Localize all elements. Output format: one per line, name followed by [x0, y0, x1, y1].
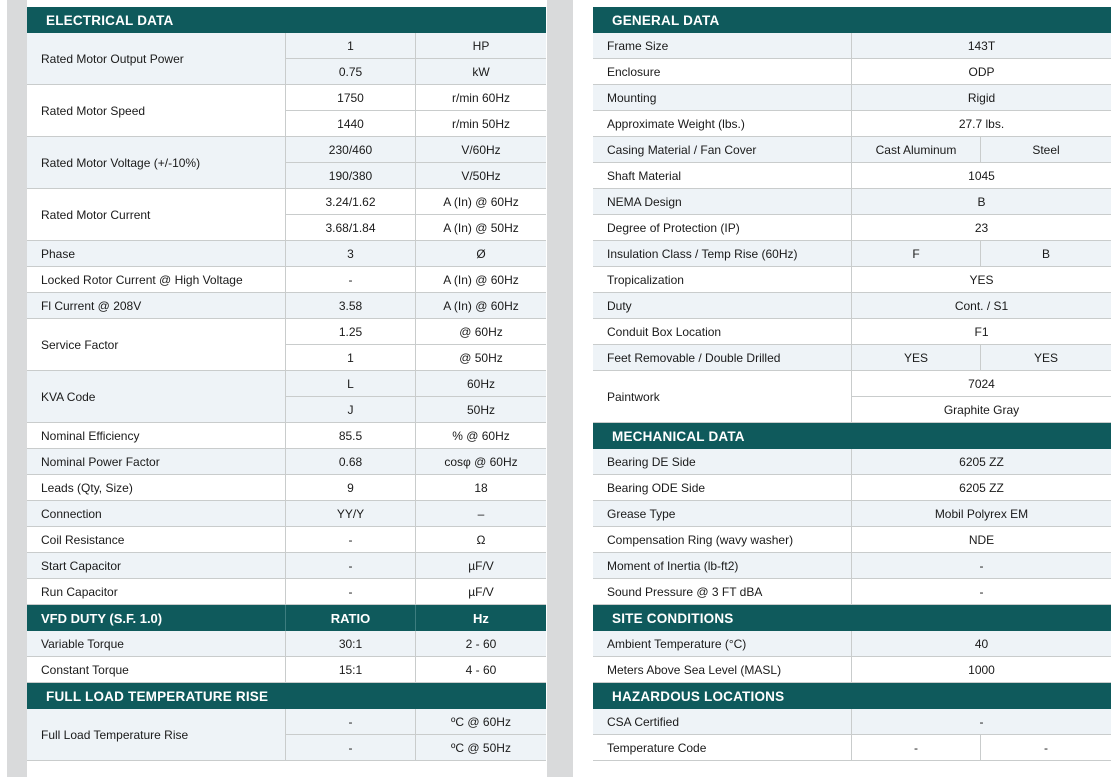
row-label: Approximate Weight (lbs.) — [593, 111, 852, 137]
row-value: Rigid — [852, 85, 1111, 111]
row-value: NDE — [852, 527, 1111, 553]
row-value: Cont. / S1 — [852, 293, 1111, 319]
row-unit: r/min 60Hz — [416, 85, 546, 111]
row-unit: ºC @ 50Hz — [416, 735, 546, 761]
row-value: 0.68 — [286, 449, 416, 475]
row-value: 1 — [286, 33, 416, 59]
row-value: - — [852, 553, 1111, 579]
row-label: Run Capacitor — [27, 579, 286, 605]
row-value: 40 — [852, 631, 1111, 657]
vfd-header-cell: Hz — [416, 605, 546, 631]
row-value: 0.75 — [286, 59, 416, 85]
row-value: J — [286, 397, 416, 423]
row-label: Enclosure — [593, 59, 852, 85]
row-label: Nominal Power Factor — [27, 449, 286, 475]
row-label: Rated Motor Current — [27, 189, 286, 241]
row-value: 1 — [286, 345, 416, 371]
row-label: CSA Certified — [593, 709, 852, 735]
row-value: 3.68/1.84 — [286, 215, 416, 241]
row-unit: – — [416, 501, 546, 527]
row-unit: µF/V — [416, 553, 546, 579]
row-label: Conduit Box Location — [593, 319, 852, 345]
vfd-header-cell: RATIO — [286, 605, 416, 631]
row-value: F — [852, 241, 981, 267]
row-label: Duty — [593, 293, 852, 319]
site-conditions-header: SITE CONDITIONS — [593, 605, 1111, 631]
row-value: 3.24/1.62 — [286, 189, 416, 215]
left-spec-panel — [27, 7, 546, 761]
temperature-rise-header: FULL LOAD TEMPERATURE RISE — [27, 683, 546, 709]
row-value: 15:1 — [286, 657, 416, 683]
spec-table — [593, 709, 1111, 761]
right-spec-panel — [593, 7, 1111, 761]
row-label: Shaft Material — [593, 163, 852, 189]
row-value: Graphite Gray — [852, 397, 1111, 423]
row-label: Paintwork — [593, 371, 852, 423]
center-gutter — [547, 0, 573, 777]
row-value: B — [852, 189, 1111, 215]
row-value: 230/460 — [286, 137, 416, 163]
row-unit: ºC @ 60Hz — [416, 709, 546, 735]
row-label: Tropicalization — [593, 267, 852, 293]
row-unit: A (In) @ 50Hz — [416, 215, 546, 241]
row-unit: A (In) @ 60Hz — [416, 267, 546, 293]
row-label: Insulation Class / Temp Rise (60Hz) — [593, 241, 852, 267]
row-label: Degree of Protection (IP) — [593, 215, 852, 241]
spec-table — [593, 449, 1111, 605]
row-unit: A (In) @ 60Hz — [416, 189, 546, 215]
row-label: Frame Size — [593, 33, 852, 59]
row-label: Rated Motor Speed — [27, 85, 286, 137]
hazardous-locations-header: HAZARDOUS LOCATIONS — [593, 683, 1111, 709]
row-label: Rated Motor Voltage (+/-10%) — [27, 137, 286, 189]
row-value: 6205 ZZ — [852, 475, 1111, 501]
row-value: 30:1 — [286, 631, 416, 657]
row-unit: Steel — [981, 137, 1111, 163]
row-value: - — [286, 553, 416, 579]
row-value: L — [286, 371, 416, 397]
row-unit: % @ 60Hz — [416, 423, 546, 449]
row-value: 1.25 — [286, 319, 416, 345]
row-label: Sound Pressure @ 3 FT dBA — [593, 579, 852, 605]
row-value: - — [286, 735, 416, 761]
row-value: - — [286, 579, 416, 605]
row-unit: - — [981, 735, 1111, 761]
row-unit: µF/V — [416, 579, 546, 605]
row-unit: @ 50Hz — [416, 345, 546, 371]
row-unit: 18 — [416, 475, 546, 501]
vfd-header-cell: VFD DUTY (S.F. 1.0) — [27, 605, 286, 631]
row-value: 3.58 — [286, 293, 416, 319]
row-label: NEMA Design — [593, 189, 852, 215]
row-value: 143T — [852, 33, 1111, 59]
row-unit: A (In) @ 60Hz — [416, 293, 546, 319]
row-label: Mounting — [593, 85, 852, 111]
row-label: Service Factor — [27, 319, 286, 371]
row-label: Bearing DE Side — [593, 449, 852, 475]
row-value: Cast Aluminum — [852, 137, 981, 163]
row-label: Leads (Qty, Size) — [27, 475, 286, 501]
spec-table — [27, 631, 546, 683]
row-value: 3 — [286, 241, 416, 267]
row-value: 85.5 — [286, 423, 416, 449]
row-unit: HP — [416, 33, 546, 59]
row-value: 23 — [852, 215, 1111, 241]
row-value: 9 — [286, 475, 416, 501]
row-label: Temperature Code — [593, 735, 852, 761]
row-label: KVA Code — [27, 371, 286, 423]
row-label: Connection — [27, 501, 286, 527]
row-unit: cosφ @ 60Hz — [416, 449, 546, 475]
row-value: Mobil Polyrex EM — [852, 501, 1111, 527]
row-label: Meters Above Sea Level (MASL) — [593, 657, 852, 683]
row-label: Rated Motor Output Power — [27, 33, 286, 85]
row-label: Locked Rotor Current @ High Voltage — [27, 267, 286, 293]
row-label: Variable Torque — [27, 631, 286, 657]
spec-table — [27, 709, 546, 761]
row-value: 1045 — [852, 163, 1111, 189]
row-value: 1440 — [286, 111, 416, 137]
row-unit: 50Hz — [416, 397, 546, 423]
row-value: 27.7 lbs. — [852, 111, 1111, 137]
row-value: - — [852, 735, 981, 761]
row-label: Compensation Ring (wavy washer) — [593, 527, 852, 553]
spec-table — [593, 33, 1111, 423]
spec-table — [27, 33, 546, 605]
row-unit: V/60Hz — [416, 137, 546, 163]
row-label: Ambient Temperature (°C) — [593, 631, 852, 657]
row-unit: B — [981, 241, 1111, 267]
row-unit: kW — [416, 59, 546, 85]
row-value: 6205 ZZ — [852, 449, 1111, 475]
row-value: 1000 — [852, 657, 1111, 683]
row-unit: 60Hz — [416, 371, 546, 397]
electrical-data-header: ELECTRICAL DATA — [27, 7, 546, 33]
row-label: Phase — [27, 241, 286, 267]
row-unit: Ø — [416, 241, 546, 267]
row-value: - — [286, 709, 416, 735]
row-label: Fl Current @ 208V — [27, 293, 286, 319]
row-label: Bearing ODE Side — [593, 475, 852, 501]
row-value: F1 — [852, 319, 1111, 345]
row-unit: V/50Hz — [416, 163, 546, 189]
row-value: - — [286, 527, 416, 553]
row-value: ODP — [852, 59, 1111, 85]
row-label: Moment of Inertia (lb-ft2) — [593, 553, 852, 579]
row-value: - — [852, 579, 1111, 605]
row-label: Start Capacitor — [27, 553, 286, 579]
row-label: Casing Material / Fan Cover — [593, 137, 852, 163]
row-unit: YES — [981, 345, 1111, 371]
row-value: 7024 — [852, 371, 1111, 397]
left-gutter — [7, 0, 27, 777]
row-unit: 2 - 60 — [416, 631, 546, 657]
row-unit: @ 60Hz — [416, 319, 546, 345]
row-value: - — [852, 709, 1111, 735]
row-label: Grease Type — [593, 501, 852, 527]
row-value: - — [286, 267, 416, 293]
row-label: Coil Resistance — [27, 527, 286, 553]
row-label: Constant Torque — [27, 657, 286, 683]
mechanical-data-header: MECHANICAL DATA — [593, 423, 1111, 449]
general-data-header: GENERAL DATA — [593, 7, 1111, 33]
row-label: Full Load Temperature Rise — [27, 709, 286, 761]
row-value: 190/380 — [286, 163, 416, 189]
row-value: YES — [852, 267, 1111, 293]
row-label: Nominal Efficiency — [27, 423, 286, 449]
row-value: YES — [852, 345, 981, 371]
row-value: YY/Y — [286, 501, 416, 527]
vfd-duty-header — [27, 605, 546, 631]
row-value: 1750 — [286, 85, 416, 111]
row-unit: 4 - 60 — [416, 657, 546, 683]
spec-table — [593, 631, 1111, 683]
row-unit: Ω — [416, 527, 546, 553]
row-unit: r/min 50Hz — [416, 111, 546, 137]
row-label: Feet Removable / Double Drilled — [593, 345, 852, 371]
